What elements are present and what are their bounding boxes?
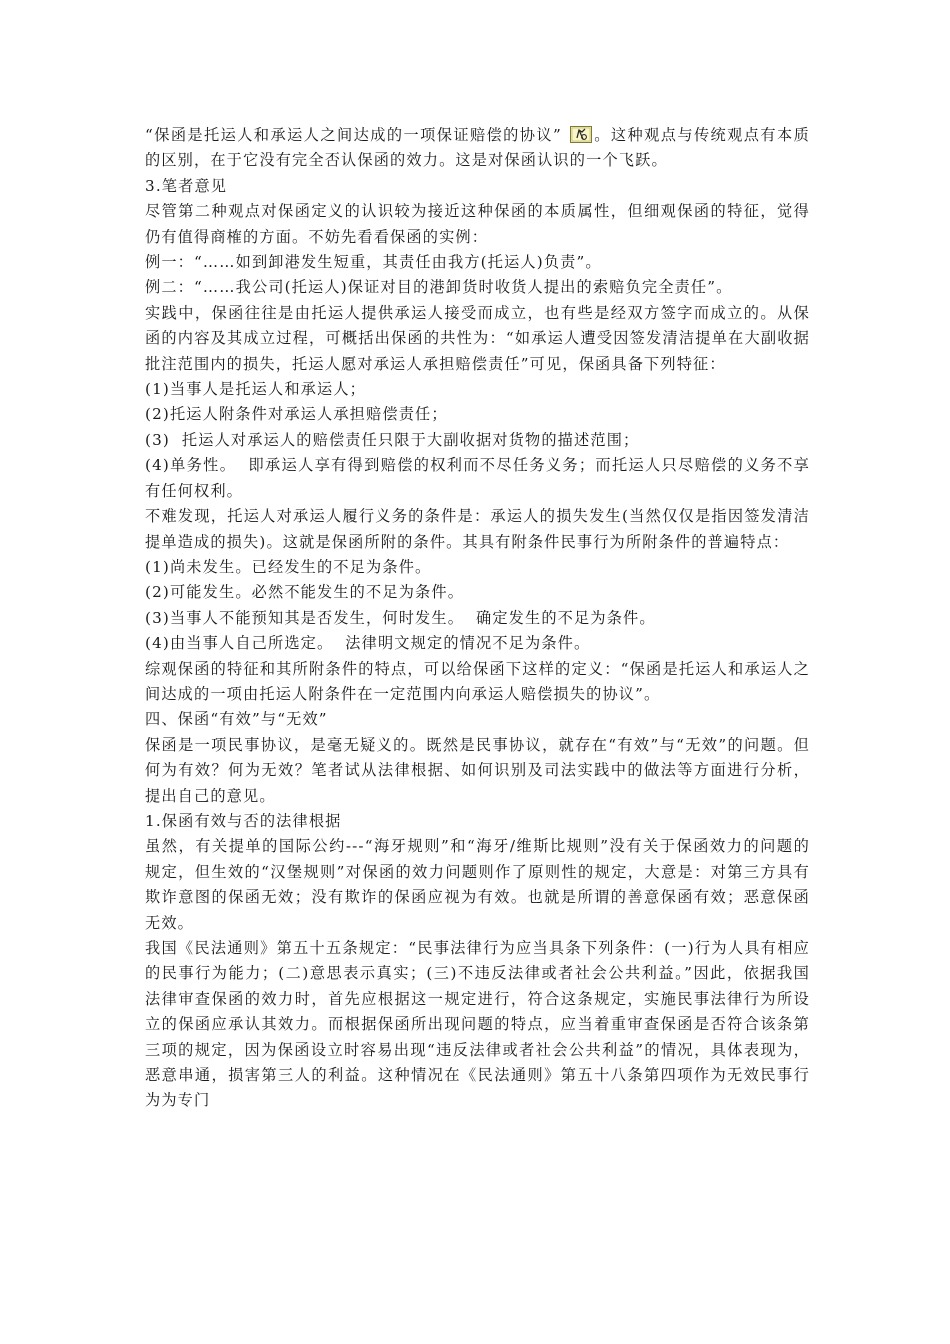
paragraph-0-before-icon: “保函是托运人和承运人之间达成的一项保证赔偿的协议” — [145, 126, 562, 144]
list-item: (4)单务性。 即承运人享有得到赔偿的权利而不尽任务义务；而托运人只尽赔偿的义务不享有任何权利。 — [145, 456, 810, 500]
example-item: 例二：“……我公司(托运人)保证对目的港卸货时收货人提出的索赔负完全责任”。 — [145, 278, 733, 297]
list-item: (3)当事人不能预知其是否发生，何时发生。 确定发生的不足为条件。 — [145, 608, 656, 627]
paragraph-0-after-icon: 。这种观点与传统观点有本质的区别，在于它没有完全否认保函的效力。这是对保函认识的一个飞跃。 — [145, 126, 810, 170]
paragraph: 虽然，有关提单的国际公约---“海牙规则”和“海牙/维斯比规则”没有关于保函效力的问题的规定，但生效的“汉堡规则”对保函的效力问题则作了原则性的规定，大意是：对第三方具有欺诈意图的保函无效；没有欺诈的保函应视为有效。也就是所谓的善意保函有效；恶意保函无效。 — [145, 837, 810, 932]
section-heading: 1.保函有效与否的法律根据 — [145, 811, 342, 830]
example-item: 例一：“……如到卸港发生短重，其责任由我方(托运人)负责”。 — [145, 253, 602, 272]
paragraph: 尽管第二种观点对保函定义的认识较为接近这种保函的本质属性，但细观保函的特征，觉得仍有值得商榷的方面。不妨先看看保函的实例： — [145, 202, 810, 246]
section-heading: 四、保函“有效”与“无效” — [145, 710, 328, 729]
list-item: (2)托运人附条件对承运人承担赔偿责任； — [145, 405, 448, 424]
footnote-note-icon[interactable] — [570, 126, 592, 143]
section-heading: 3.笔者意见 — [145, 176, 228, 195]
paragraph-0 — [145, 123, 810, 174]
list-item: (2)可能发生。必然不能发生的不足为条件。 — [145, 583, 465, 602]
paragraph: 综观保函的特征和其所附条件的特点，可以给保函下这样的定义：“保函是托运人和承运人之间达成的一项由托运人附条件在一定范围内向承运人赔偿损失的协议”。 — [145, 659, 810, 703]
list-item: (1)尚未发生。已经发生的不足为条件。 — [145, 557, 432, 576]
paragraph: 我国《民法通则》第五十五条规定：“民事法律行为应当具条下列条件：(一)行为人具有相应的民事行为能力；(二)意思表示真实；(三)不违反法律或者社会公共利益。”因此，依据我国法律审查保函的效力时，首先应根据这一规定进行，符合这条规定，实施民事法律行为所设立的保函应承认其效力。而根据保函所出现问题的特点，应当着重审查保函是否符合该条第三项的规定，因为保函设立时容易出现“违反法律或者社会公共利益”的情况，具体表现为，恶意串通，损害第三人的利益。这种情况在《民法通则》第五十八条第四项作为无效民事行为为专门 — [145, 939, 810, 1110]
paragraph: 不难发现，托运人对承运人履行义务的条件是：承运人的损失发生(当然仅仅是指因签发清洁提单造成的损失)。这就是保函所附的条件。其具有附条件民事行为所附条件的普遍特点： — [145, 507, 810, 551]
list-item: (1)当事人是托运人和承运人； — [145, 380, 367, 399]
paragraph: 实践中，保函往往是由托运人提供承运人接受而成立，也有些是经双方签字而成立的。从保函的内容及其成立过程，可概括出保函的共性为：“如承运人遭受因签发清洁提单在大副收据批注范围内的损失，托运人愿对承运人承担赔偿责任”可见，保函具备下列特征： — [145, 303, 810, 373]
list-item: (4)由当事人自己所选定。 法律明文规定的情况不足为条件。 — [145, 634, 591, 653]
document-body — [145, 123, 810, 1114]
paragraph: 保函是一项民事协议，是毫无疑义的。既然是民事协议，就存在“有效”与“无效”的问题。但何为有效？何为无效？笔者试从法律根据、如何识别及司法实践中的做法等方面进行分析，提出自己的意见。 — [145, 735, 810, 805]
list-item: (3) 托运人对承运人的赔偿责任只限于大副收据对货物的描述范围； — [145, 430, 640, 449]
